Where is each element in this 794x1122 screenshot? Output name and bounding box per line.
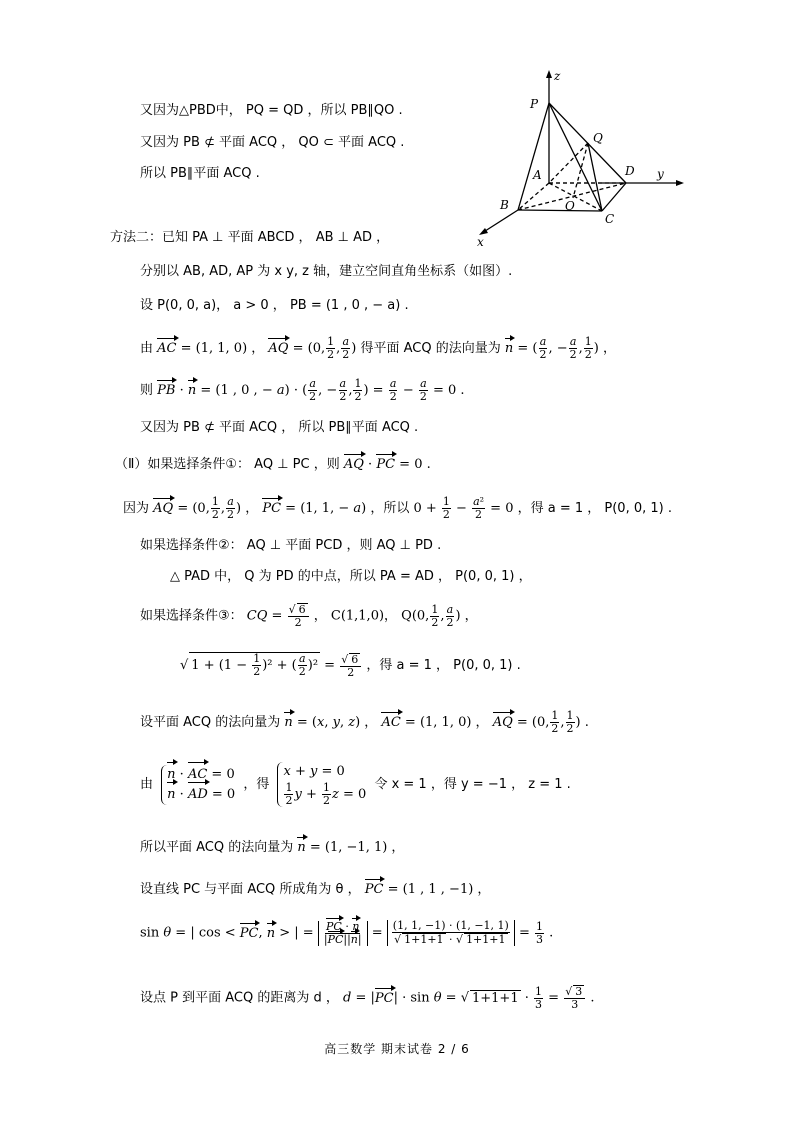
- diagram-label-q: Q: [593, 131, 603, 145]
- diagram-label-y: y: [657, 167, 664, 181]
- formula-line: 设直线 PC 与平面 ACQ 所成角为 θ ， PC = (1 , 1 , −1) ，: [140, 882, 491, 897]
- formula-line: √ 1 + (1 − $\frac{1}{2}$ )² + ( $\frac{a}{2}$ )² = $\frac{√ 6}{2}$ ，得 a = 1 ， P(0, 0, 1) .: [180, 652, 521, 679]
- diagram-label-b: B: [500, 198, 509, 212]
- page-footer: 高三数学 期末试卷 2 / 6: [324, 1042, 470, 1056]
- formula-line: 所以平面 ACQ 的法向量为 n = (1, −1, 1) ，: [140, 840, 405, 855]
- formula-line: 则 PB · n = (1 , 0 , − a) · ( $\frac{a}{2}$ , − $\frac{a}{2}$ , $\frac{1}{2}$ ) = $\frac{a}{2}$ − $\frac{a}{2}$ = 0 .: [140, 377, 465, 403]
- formula-line: 设点 P 到平面 ACQ 的距离为 d ， d = |PC| · sin θ = √ 1+1+1 · $\frac{1}{3}$ = $\frac{√ 3}{3}$ .: [140, 984, 595, 1011]
- diagram-label-a: A: [533, 168, 542, 182]
- text-line: 又因为 PB ⊄ 平面 ACQ ， 所以 PB∥平面 ACQ .: [140, 420, 419, 435]
- text-line: 所以 PB∥平面 ACQ .: [140, 166, 260, 181]
- diagram-label-c: C: [605, 212, 615, 226]
- formula-line: 由 AC = (1, 1, 0) ， AQ = (0, $\frac{1}{2}$ , $\frac{a}{2}$ ) 得平面 ACQ 的法向量为 n = ( $\frac{a}{2}$ , − $\frac{a}{2}$ , $\frac{1}{2}$ ) ，: [140, 335, 616, 361]
- formula-line: 如果选择条件③： CQ = $\frac{√ 6}{2}$ ， C(1,1,0)， Q(0, $\frac{1}{2}$ , $\frac{a}{2}$ ) ，: [140, 602, 478, 629]
- text-line: △ PAD 中， Q 为 PD 的中点，所以 PA = AD ， P(0, 0, 1) ，: [170, 569, 532, 584]
- text-line: 方法二：已知 PA ⊥ 平面 ABCD ， AB ⊥ AD ，: [110, 230, 390, 245]
- text-line: 如果选择条件②： AQ ⊥ 平面 PCD ，则 AQ ⊥ PD .: [140, 538, 442, 553]
- formula-line: （Ⅱ）如果选择条件①： AQ ⊥ PC ，则 AQ · PC = 0 .: [115, 457, 431, 472]
- diagram-label-p: P: [530, 97, 539, 111]
- text-line: 分别以 AB, AD, AP 为 x y, z 轴，建立空间直角坐标系（如图）.: [140, 264, 513, 279]
- coordinate-pyramid-diagram: [455, 68, 695, 248]
- diagram-label-d: D: [625, 164, 635, 178]
- formula-line: 设平面 ACQ 的法向量为 n = (x, y, z) ， AC = (1, 1, 0) ， AQ = (0, $\frac{1}{2}$ , $\frac{1}{2}$ ) .: [140, 709, 589, 735]
- text-line: 又因为 PB ⊄ 平面 ACQ ， QO ⊂ 平面 ACQ .: [140, 135, 405, 150]
- formula-line: 由 n · AC = 0 n · AD = 0 ，得 x + y = 0 $\frac{1}{2}$ y + $\frac{1}{2}$ z = 0 令 x = 1 ，得 y = −1 ， z = 1 .: [140, 764, 571, 807]
- diagram-label-o: O: [565, 199, 575, 213]
- diagram-label-z: z: [554, 69, 561, 83]
- diagram-label-x: x: [477, 235, 484, 248]
- text-line: 又因为△PBD中， PQ = QD ，所以 PB∥QO .: [140, 103, 403, 118]
- formula-line: sin θ = | cos < PC, n > | = $\frac{PC \cdot n}{|PC||n|}$ = $\frac{(1, 1, -1) \cdot (1, -1, 1)}{√ 1+1+1 \cdot √ 1+1+1}$ = $\frac{1}{3}$ .: [140, 919, 554, 946]
- formula-line: 因为 AQ = (0, $\frac{1}{2}$ , $\frac{a}{2}$ ) ， PC = (1, 1, − a) ，所以 0 + $\frac{1}{2}$ − $\frac{\text{a²}}{2}$ = 0 ，得 a = 1 ， P(0, 0, 1) .: [123, 495, 672, 521]
- text-line: 设 P(0, 0, a)， a > 0 ， PB = (1 , 0 , − a) .: [140, 298, 409, 313]
